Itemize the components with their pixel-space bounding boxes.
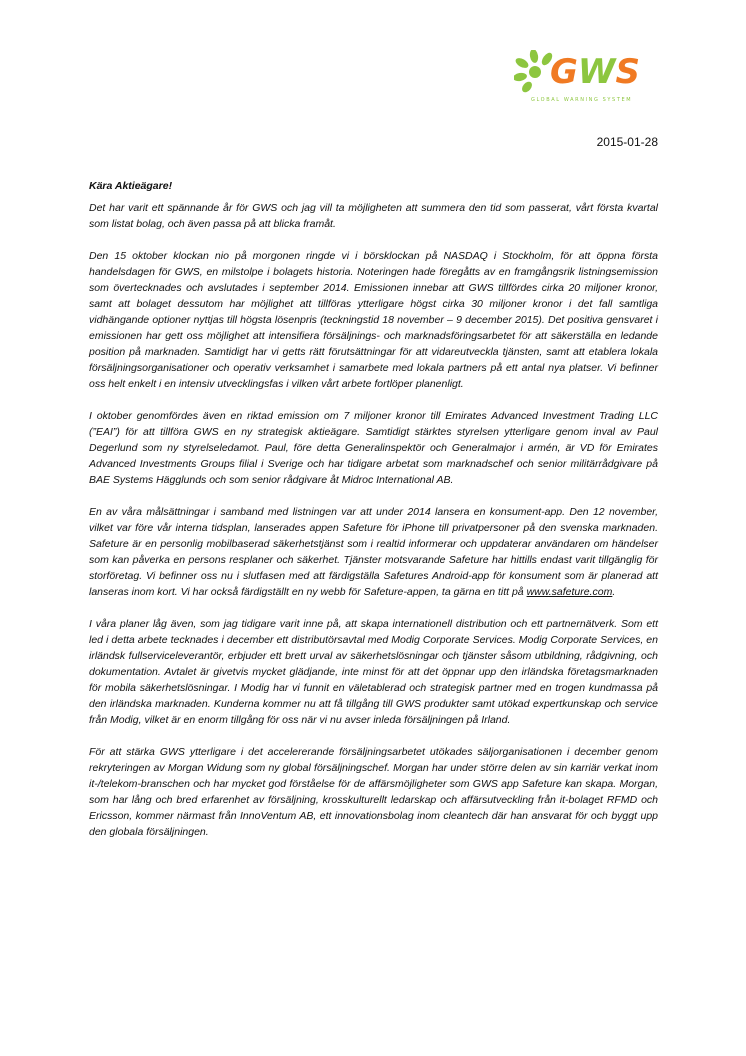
logo-letter-w: W (577, 52, 616, 92)
paragraph-modig: I våra planer låg även, som jag tidigare varit inne på, att skapa internationell distribution och ett partnernätverk. Som ett led i detta arbete tecknades i december ett distributörsavtal med Modig Corporate Services. Modig Corporate Services, en irländsk fullserviceleverantör, erbjuder ett brett urval av säkerhetslösningar och tjänster såsom utbildning, rådgivning, och dokumentation. Avtalet är givetvis mycket glädjande, inte minst för att det öppnar upp den irländska företagsmarknaden för mobila säkerhetslösningar. I Modig har vi funnit en väletablerad och strategisk partner med en trogen kundmassa på den irländska marknaden. Kunderna kommer nu att få tillgång till GWS produkter samt utökad expertkunskap och service från Modig, vilket är en enorm tillgång för oss när vi nu avser inleda försäljningen på Irland. (89, 618, 658, 726)
paragraph-listing: Den 15 oktober klockan nio på morgonen ringde vi i börsklockan på NASDAQ i Stockholm, för att öppna första handelsdagen för GWS, en milstolpe i bolagets historia. Noteringen hade föregåtts av en framgångsrik listningsemission som övertecknades och avslutades i september 2014. Emissionen innebar att GWS tillfördes cirka 20 miljoner kronor, samt att bolaget dessutom har möjlighet att tillföras ytterligare högst cirka 30 miljoner kronor i det fall samtliga vidhängande optioner nyttjas till högsta lösenpris (teckningstid 18 november – 9 december 2015). Det positiva gensvaret i emissionen har gett oss möjlighet att intensifiera försäljnings- och marknadsföringsarbetet för att säkerställa en ledande position på marknaden. Samtidigt har vi getts rätt förutsättningar för att vidareutveckla tjänsten, samt att etablera lokala försäljningsorganisationer och operativ verksamhet i samarbete med lokala partners på ett antal nya platser. Vi befinner oss helt enkelt i en intensiv utvecklingsfas i vilken vårt arbete fortlöper planenligt. (89, 250, 658, 390)
paragraph-eai-emission: I oktober genomfördes även en riktad emission om 7 miljoner kronor till Emirates Advanced Investment Trading LLC (”EAI”) för att tillföra GWS en ny strategisk aktieägare. Samtidigt stärktes styrelsen ytterligare genom inval av Paul Degerlund som ny styrelseledamot. Paul, före detta Generalinspektör och Generalmajor i armén, är VD för Emirates Advanced Investments Groups filial i Sverige och har tidigare arbetat som marknadschef och senior militärrådgivare på BAE Systems Hägglunds och som senior rådgivare åt Midroc International AB. (89, 410, 658, 486)
paragraph-recruitment: För att stärka GWS ytterligare i det accelererande försäljningsarbetet utökades säljorganisationen i december genom rekryteringen av Morgan Widung som ny global försäljningschef. Morgan har under större delen av sin karriär verkat inom it-/telekom-branschen och har mycket god förståelse för de affärsmöjligheter som GWS app Safeture kan skapa. Morgan, som har lång och bred erfarenhet av försäljning, krosskulturellt ledarskap och affärsutveckling från it-bolaget RFMD och Ericsson, kommer närmast från InnoVentum AB, ett innovationsbolag inom cleantech där han ansvarat för och byggt upp den globala försäljningen. (89, 746, 658, 838)
logo-tagline: GLOBAL WARNING SYSTEM (531, 97, 633, 103)
logo-letter-s: S (615, 52, 640, 92)
letter-body (89, 178, 658, 856)
paragraph-intro: Det har varit ett spännande år för GWS och jag vill ta möjligheten att summera den tid som passerat, vårt första kvartal som listat bolag, och även passa på att blicka framåt. (89, 202, 658, 230)
logo-wordmark (550, 52, 640, 92)
gws-logo (514, 50, 664, 110)
link-suffix: . (612, 586, 616, 598)
logo-letter-g: G (550, 52, 578, 92)
safeture-link[interactable]: www.safeture.com (526, 586, 613, 598)
letter-greeting: Kära Aktieägare! (89, 180, 173, 192)
letter-date: 2015-01-28 (596, 135, 658, 149)
paragraph-safeture-text: En av våra målsättningar i samband med listningen var att under 2014 lansera en konsument-app. Den 12 november, vilket var före vår interna tidsplan, lanserades appen Safeture för iPhone till privatpersoner på den svenska marknaden. Safeture är en personlig mobilbaserad säkerhetstjänst som i realtid informerar och uppdaterar användaren om händelser som kan påverka en persons resplaner och säkerhet. Tjänster motsvarande Safeture har hittills endast varit tillgänglig för storföretag. Vi befinner oss nu i slutfasen med att färdigställa Safetures Android-app för konsument som är planerad att lanseras inom kort. Vi har också färdigställt en ny webb för Safeture-appen, ta gärna en titt på (89, 506, 658, 598)
paragraph-safeture-app (89, 504, 658, 600)
